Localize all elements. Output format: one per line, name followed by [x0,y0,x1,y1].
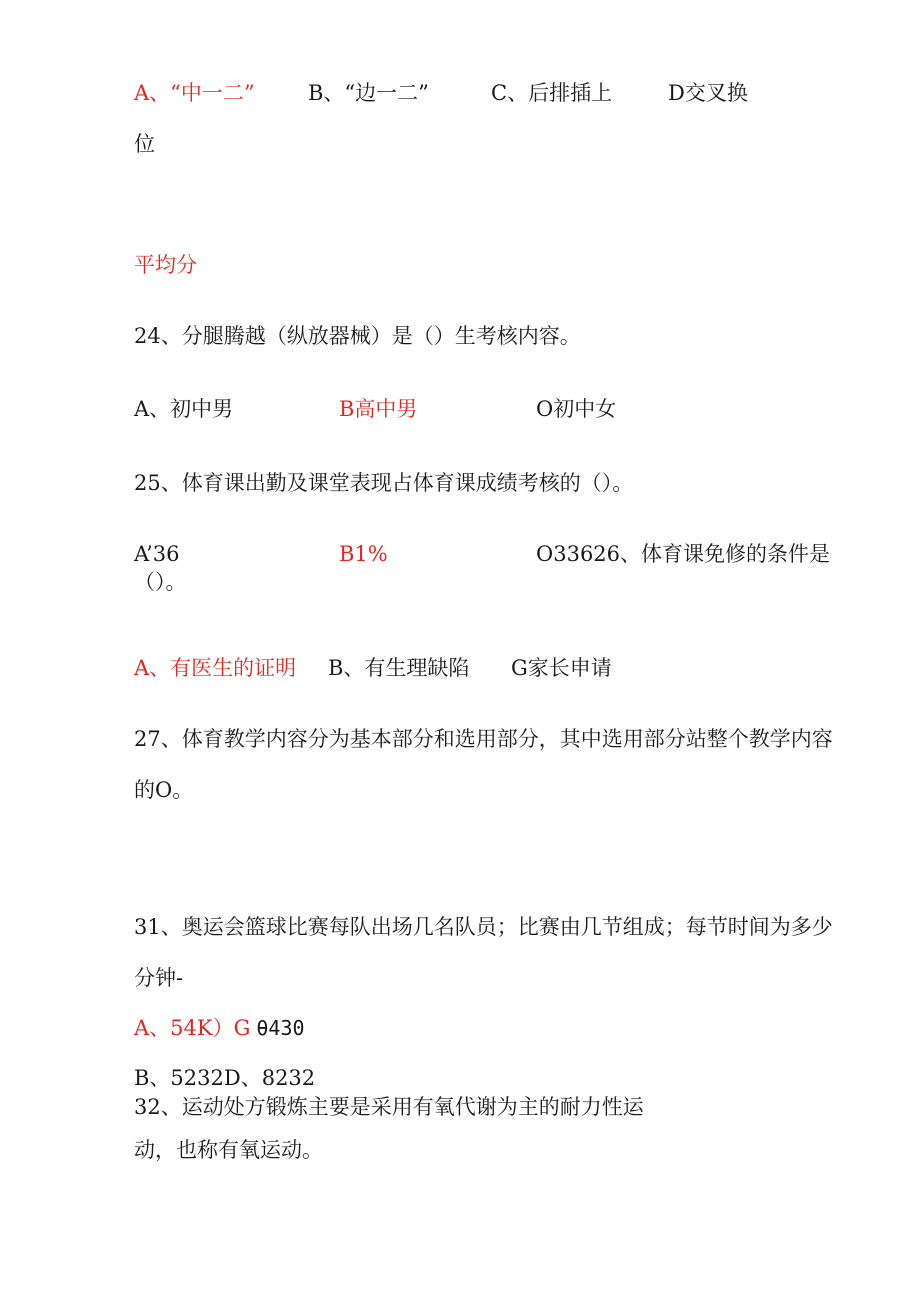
q26-stem-continuation: （）。 [134,570,187,594]
q26-option-a: A、有医生的证明 [134,656,297,680]
q24-option-c: O初中女 [536,397,617,421]
q24-option-a: A、初中男 [134,397,234,421]
q31-option-a-tail: θ430 [256,1016,305,1040]
q25-stem: 25、体育课出勤及课堂表现占体育课成绩考核的（）。 [134,471,634,495]
q24-stem: 24、分腿腾越（纵放器械）是（）生考核内容。 [134,324,581,348]
q25-option-a: A’36 [134,542,180,566]
q31-option-a-line [134,1014,305,1042]
q32-line-2: 动，也称有氧运动。 [134,1138,323,1162]
option-a-top: A、“中一二” [134,81,255,105]
q31-option-a: A、54K）G [134,1016,251,1040]
q26-option-b: B、有生理缺陷 [328,656,470,680]
option-b-top: B、“边一二” [308,81,429,105]
q24-option-b: B高中男 [339,397,418,421]
q31-option-b: B、5232D、8232 [134,1066,316,1090]
q31-line-2: 分钟- [134,966,184,990]
q26-option-c: G家长申请 [511,656,612,680]
q25-option-c-q26-stem: O33626、体育课免修的条件是 [536,542,831,566]
q27-line-1: 27、体育教学内容分为基本部分和选用部分，其中选用部分站整个教学内容 [134,727,833,751]
q31-line-1: 31、奥运会篮球比赛每队出场几名队员；比赛由几节组成；每节时间为多少 [134,915,833,939]
option-d-top: D交叉换 [668,81,748,105]
q25-option-b: B1% [339,542,388,566]
q27-line-2: 的O。 [134,778,194,802]
option-c-top: C、后排插上 [491,81,613,105]
answer-word: 平均分 [134,253,197,277]
option-d-continuation: 位 [134,132,155,156]
q32-line-1: 32、运动处方锻炼主要是采用有氧代谢为主的耐力性运 [134,1095,644,1119]
